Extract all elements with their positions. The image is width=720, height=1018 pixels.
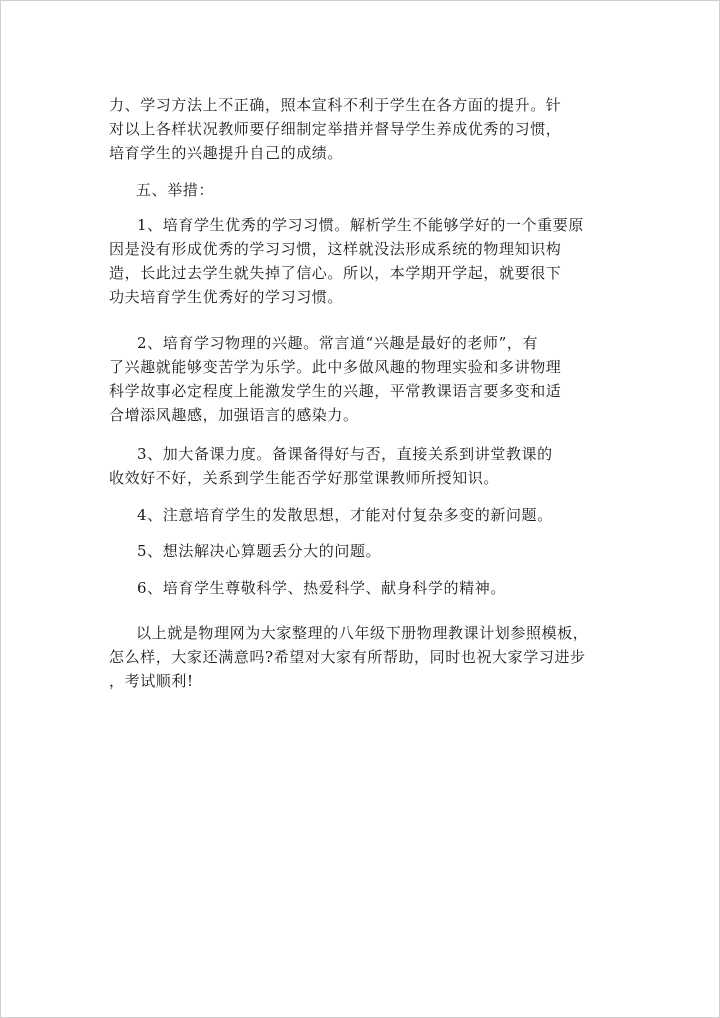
measure-3-paragraph bbox=[109, 442, 609, 490]
closing-paragraph bbox=[109, 621, 609, 693]
text-line: ，考试顺利! bbox=[109, 672, 194, 690]
text-line: 2、培育学习物理的兴趣。常言道“兴趣是最好的老师”，有 bbox=[137, 334, 539, 352]
text-line: 1、培育学生优秀的学习习惯。解析学生不能够学好的一个重要原 bbox=[137, 216, 584, 234]
measure-1-paragraph bbox=[109, 213, 609, 309]
intro-paragraph bbox=[109, 93, 609, 165]
text-line: 3、加大备课力度。备课备得好与否，直接关系到讲堂教课的 bbox=[137, 445, 553, 463]
text-line: 了兴趣就能够变苦学为乐学。此中多做风趣的物理实验和多讲物理 bbox=[109, 358, 562, 376]
text-line: 4、注意培育学生的发散思想，才能对付复杂多变的新问题。 bbox=[137, 506, 553, 524]
text-line: 对以上各样状况教师要仔细制定举措并督导学生养成优秀的习惯， bbox=[109, 120, 562, 138]
text-line: 收效好不好，关系到学生能否学好那堂课教师所授知识。 bbox=[109, 469, 500, 487]
measure-5-paragraph bbox=[109, 539, 609, 563]
text-line: 怎么样，大家还满意吗?希望对大家有所帮助，同时也祝大家学习进步 bbox=[109, 648, 586, 666]
text-line: 科学故事必定程度上能激发学生的兴趣，平常教课语言要多变和适 bbox=[109, 382, 562, 400]
text-line: 造，长此过去学生就失掉了信心。所以，本学期开学起，就要很下 bbox=[109, 264, 562, 282]
text-line: 力、学习方法上不正确，照本宣科不利于学生在各方面的提升。针 bbox=[109, 96, 562, 114]
text-line: 合增添风趣感，加强语言的感染力。 bbox=[109, 406, 359, 424]
measure-6-paragraph bbox=[109, 576, 609, 600]
section-heading bbox=[109, 178, 609, 202]
text-line: 功夫培育学生优秀好的学习习惯。 bbox=[109, 288, 344, 306]
measure-4-paragraph bbox=[109, 503, 609, 527]
measure-2-paragraph bbox=[109, 331, 609, 427]
text-line: 6、培育学生尊敬科学、热爱科学、献身科学的精神。 bbox=[137, 579, 506, 597]
text-line: 5、想法解决心算题丢分大的问题。 bbox=[137, 542, 382, 560]
text-line: 因是没有形成优秀的学习习惯，这样就没法形成系统的物理知识构 bbox=[109, 240, 562, 258]
text-line: 以上就是物理网为大家整理的八年级下册物理教课计划参照模板， bbox=[136, 624, 589, 642]
text-line: 培育学生的兴趣提升自己的成绩。 bbox=[109, 144, 344, 162]
heading-text: 五、举措： bbox=[136, 181, 215, 199]
